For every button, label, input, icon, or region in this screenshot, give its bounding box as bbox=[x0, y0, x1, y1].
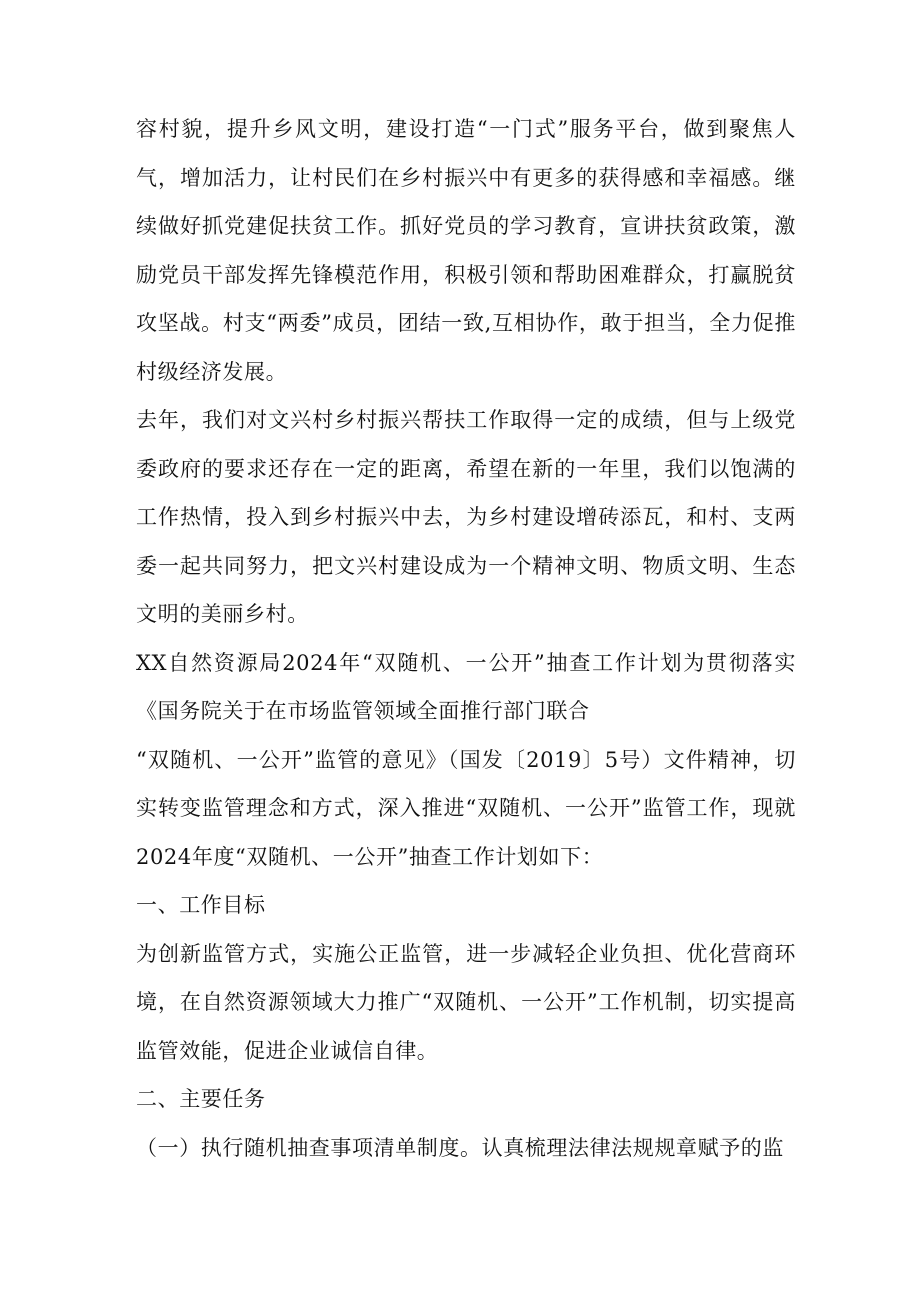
paragraph-village-work: 容村貌，提升乡风文明，建设打造“一门式”服务平台，做到聚焦人气，增加活力，让村民们在乡村振兴中有更多的获得感和幸福感。继续做好抓党建促扶贫工作。抓好党员的学习教育，宣讲扶贫政策，激励党员干部发挥先锋模范作用，积极引领和帮助困难群众，打赢脱贫攻坚战。村支“两委”成员，团结一致,互相协作，敢于担当，全力促推村级经济发展。 bbox=[136, 117, 796, 384]
section-heading-goals: 一、工作目标 bbox=[136, 893, 266, 917]
paragraph-last-year-summary: 去年，我们对文兴村乡村振兴帮扶工作取得一定的成绩，但与上级党委政府的要求还存在一定的距离，希望在新的一年里，我们以饱满的工作热情，投入到乡村振兴中去，为乡村建设增砖添瓦，和村、支两委一起共同努力，把文兴村建设成为一个精神文明、物质文明、生态文明的美丽乡村。 bbox=[136, 408, 796, 626]
paragraph-task-one: （一）执行随机抽查事项清单制度。认真梳理法律法规规章赋予的监 bbox=[136, 1135, 784, 1160]
document-body bbox=[136, 105, 796, 1172]
paragraph-plan-purpose: “双随机、一公开”监管的意见》（国发〔2019〕5号）文件精神，切实转变监管理念和方式，深入推进“双随机、一公开”监管工作，现就2024年度“双随机、一公开”抽查工作计划如下： bbox=[136, 747, 796, 869]
section-heading-tasks: 二、主要任务 bbox=[136, 1087, 266, 1111]
paragraph-goals: 为创新监管方式，实施公正监管，进一步减轻企业负担、优化营商环境，在自然资源领域大力推广“双随机、一公开”工作机制，切实提高监管效能，促进企业诚信自律。 bbox=[136, 941, 796, 1063]
paragraph-plan-intro: XX自然资源局2024年“双随机、一公开”抽查工作计划为贯彻落实《国务院关于在市场监管领域全面推行部门联合 bbox=[136, 650, 796, 723]
